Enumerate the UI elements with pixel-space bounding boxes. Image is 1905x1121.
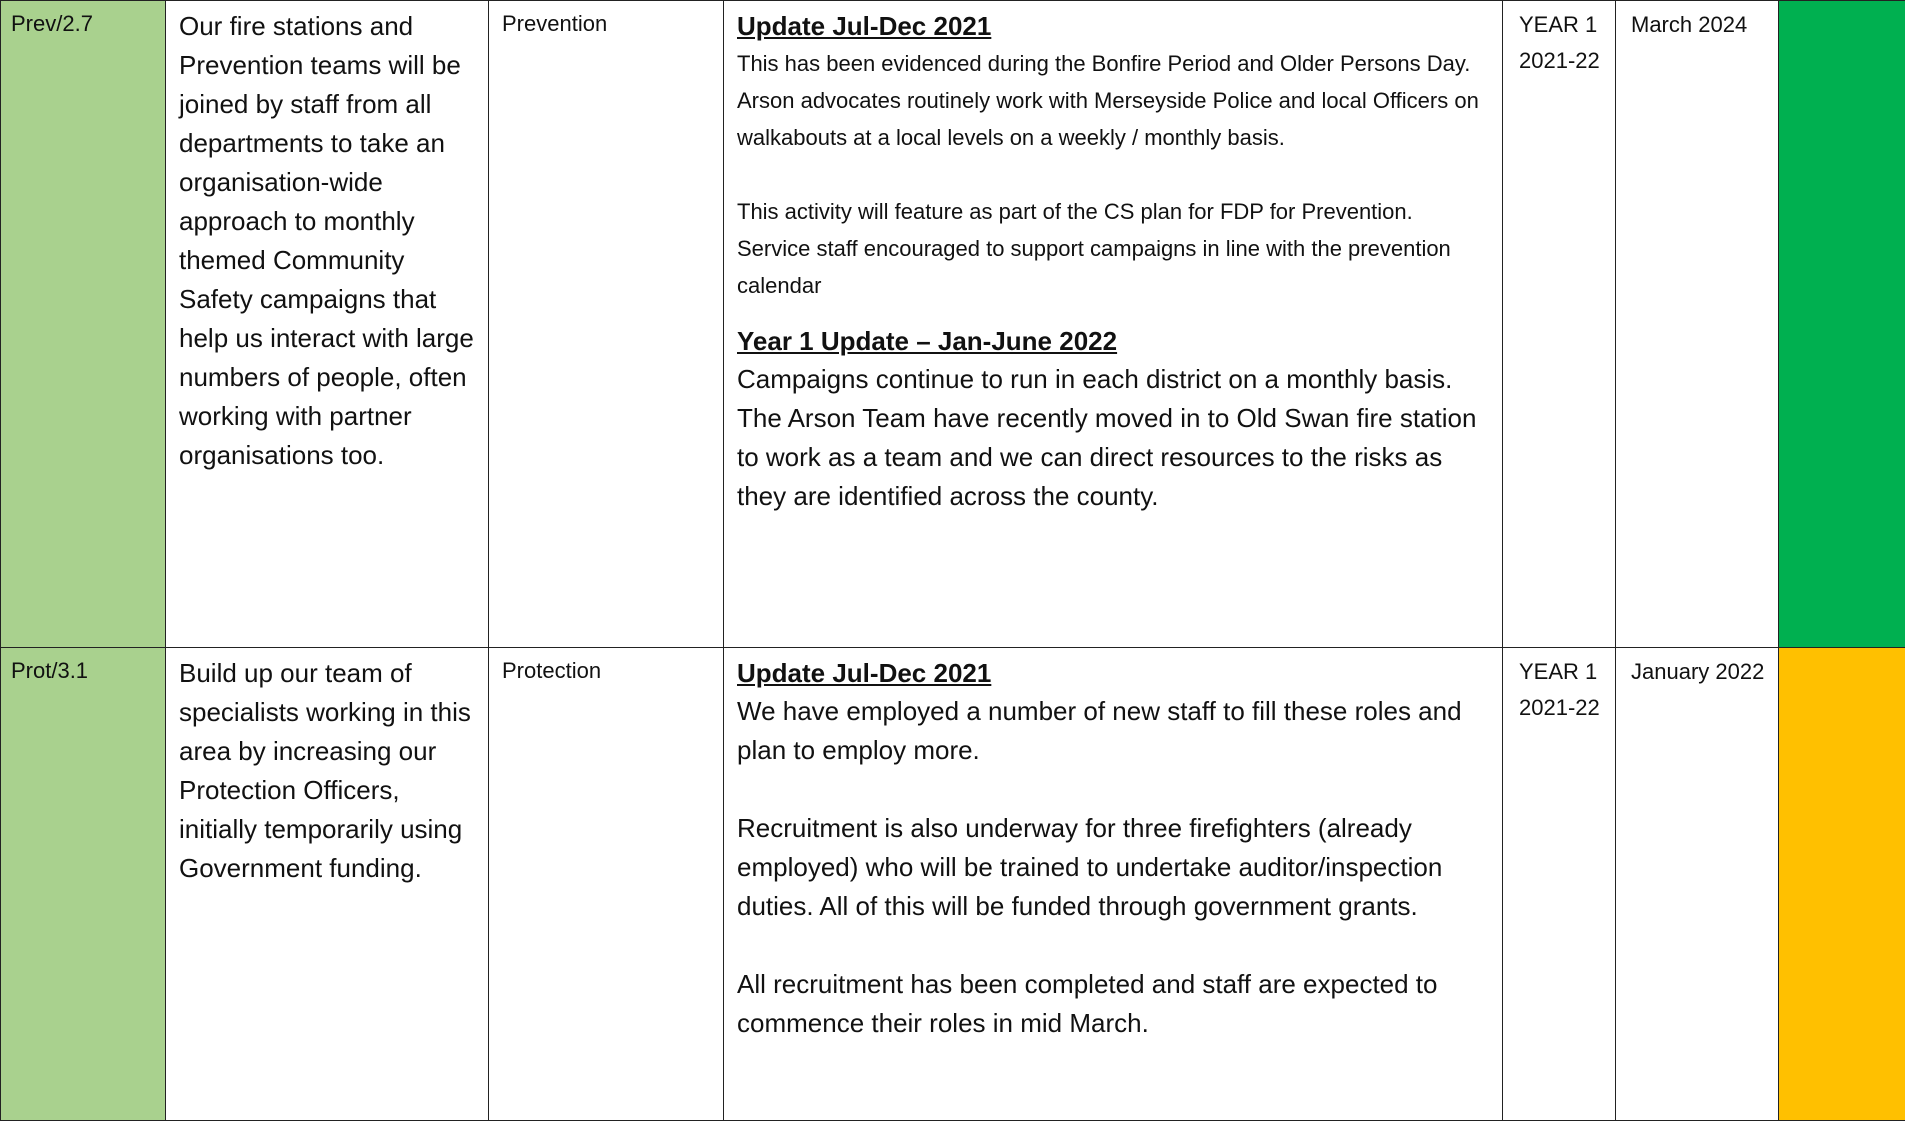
update-heading: Update Jul-Dec 2021 xyxy=(737,7,1492,45)
year-label: YEAR 1 2021-22 xyxy=(1519,659,1600,720)
action-cell xyxy=(166,648,489,1121)
update-cell xyxy=(724,648,1503,1121)
update-paragraph: We have employed a number of new staff to fill these roles and plan to employ more. xyxy=(737,692,1492,770)
reference-code: Prev/2.7 xyxy=(11,11,93,36)
action-cell xyxy=(166,1,489,648)
reference-cell xyxy=(1,1,166,648)
table-row xyxy=(1,648,1905,1121)
target-date: January 2022 xyxy=(1631,659,1764,684)
department-label: Protection xyxy=(502,658,601,683)
target-date-cell xyxy=(1616,648,1779,1121)
action-text: Build up our team of specialists working in this area by increasing our Protection Officers, initially temporarily using Government funding. xyxy=(179,658,471,883)
update-cell xyxy=(724,1,1503,648)
status-indicator-amber xyxy=(1779,648,1905,1121)
update-paragraph: This has been evidenced during the Bonfire Period and Older Persons Day. Arson advocates routinely work with Merseyside Police and local Officers on walkabouts at a local levels on a weekly / monthly basis. xyxy=(737,45,1492,156)
department-label: Prevention xyxy=(502,11,607,36)
update-heading: Year 1 Update – Jan-June 2022 xyxy=(737,322,1492,360)
reference-code: Prot/3.1 xyxy=(11,658,88,683)
update-heading: Update Jul-Dec 2021 xyxy=(737,654,1492,692)
update-paragraph: This activity will feature as part of the CS plan for FDP for Prevention. Service staff encouraged to support campaigns in line with the prevention calendar xyxy=(737,193,1492,304)
year-cell xyxy=(1503,1,1616,648)
reference-cell xyxy=(1,648,166,1121)
year-cell xyxy=(1503,648,1616,1121)
department-cell xyxy=(489,648,724,1121)
status-indicator-green xyxy=(1779,1,1905,648)
update-paragraph: Campaigns continue to run in each district on a monthly basis. The Arson Team have recently moved in to Old Swan fire station to work as a team and we can direct resources to the risks as they are identified across the county. xyxy=(737,360,1492,516)
year-label: YEAR 1 2021-22 xyxy=(1519,12,1600,73)
update-paragraph: Recruitment is also underway for three firefighters (already employed) who will be trained to undertake auditor/inspection duties. All of this will be funded through government grants. xyxy=(737,809,1492,926)
table-row xyxy=(1,1,1905,648)
department-cell xyxy=(489,1,724,648)
update-paragraph: All recruitment has been completed and staff are expected to commence their roles in mid March. xyxy=(737,965,1492,1043)
target-date-cell xyxy=(1616,1,1779,648)
action-text: Our fire stations and Prevention teams will be joined by staff from all departments to take an organisation-wide approach to monthly themed Community Safety campaigns that help us interact with large numbers of people, often working with partner organisations too. xyxy=(179,11,474,470)
target-date: March 2024 xyxy=(1631,12,1747,37)
